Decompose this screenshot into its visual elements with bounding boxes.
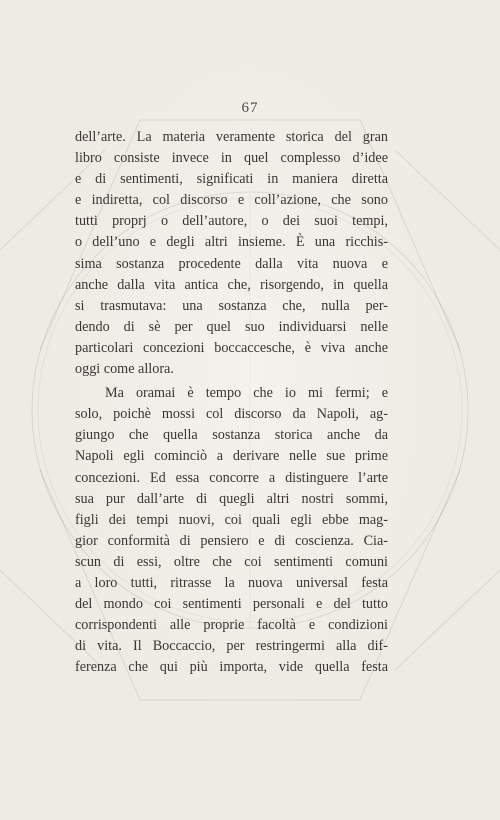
- text-line: dell’arte. La materia veramente storica del gran: [75, 129, 388, 145]
- text-line: oggi come allora.: [75, 361, 174, 378]
- text-line: e indiretta, col discorso e coll’azione, che sono: [75, 192, 388, 209]
- text-line: giungo che quella sostanza storica anche da: [75, 427, 388, 444]
- text-line: o dell’uno e degli altri insieme. È una ricchis-: [75, 234, 388, 251]
- body-text: [75, 127, 388, 678]
- text-line: e di sentimenti, significati in maniera diretta: [75, 171, 388, 188]
- text-line: si trasmutava: una sostanza che, nulla per-: [75, 297, 388, 314]
- page-number: 67: [241, 100, 259, 116]
- paragraph-1: [75, 127, 388, 380]
- text-line: di vita. Il Boccaccio, per restringermi alla dif-: [75, 638, 388, 655]
- text-line: gior conformità di pensiero e di coscienza. Cia-: [75, 532, 388, 549]
- text-line: anche dalla vita antica che, risorgendo, in quella: [75, 276, 388, 293]
- text-line: sima sostanza procedente dalla vita nuova e: [75, 255, 388, 272]
- text-line: ferenza che qui più importa, vide quella festa: [75, 659, 388, 676]
- text-line: del mondo coi sentimenti personali e del tutto: [75, 596, 388, 613]
- text-line: particolari concezioni boccaccesche, è viva anche: [75, 339, 388, 356]
- text-line: sua pur dall’arte di quegli altri nostri sommi,: [75, 490, 388, 507]
- text-line: figli dei tempi nuovi, coi quali egli ebbe mag-: [75, 511, 388, 528]
- paragraph-2: [75, 383, 388, 678]
- text-line: tutti proprj o dell’autore, o dei suoi tempi,: [75, 213, 388, 230]
- text-line: concezioni. Ed essa concorre a distinguere l’arte: [75, 469, 388, 486]
- text-line: solo, poichè mossi col discorso da Napoli, ag-: [75, 406, 388, 423]
- text-line: libro consiste invece in quel complesso d’idee: [75, 150, 388, 167]
- text-line: scun di essi, oltre che coi sentimenti comuni: [75, 553, 388, 570]
- text-line: corrispondenti alle proprie facoltà e condizioni: [75, 617, 388, 634]
- text-line: a loro tutti, ritrasse la nuova universal festa: [75, 574, 388, 591]
- text-line: Napoli egli cominciò a derivare nelle sue prime: [75, 448, 388, 465]
- text-line: Ma oramai è tempo che io mi fermi; e: [105, 385, 388, 402]
- text-line: dendo di sè per quel suo individuarsi nelle: [75, 318, 388, 335]
